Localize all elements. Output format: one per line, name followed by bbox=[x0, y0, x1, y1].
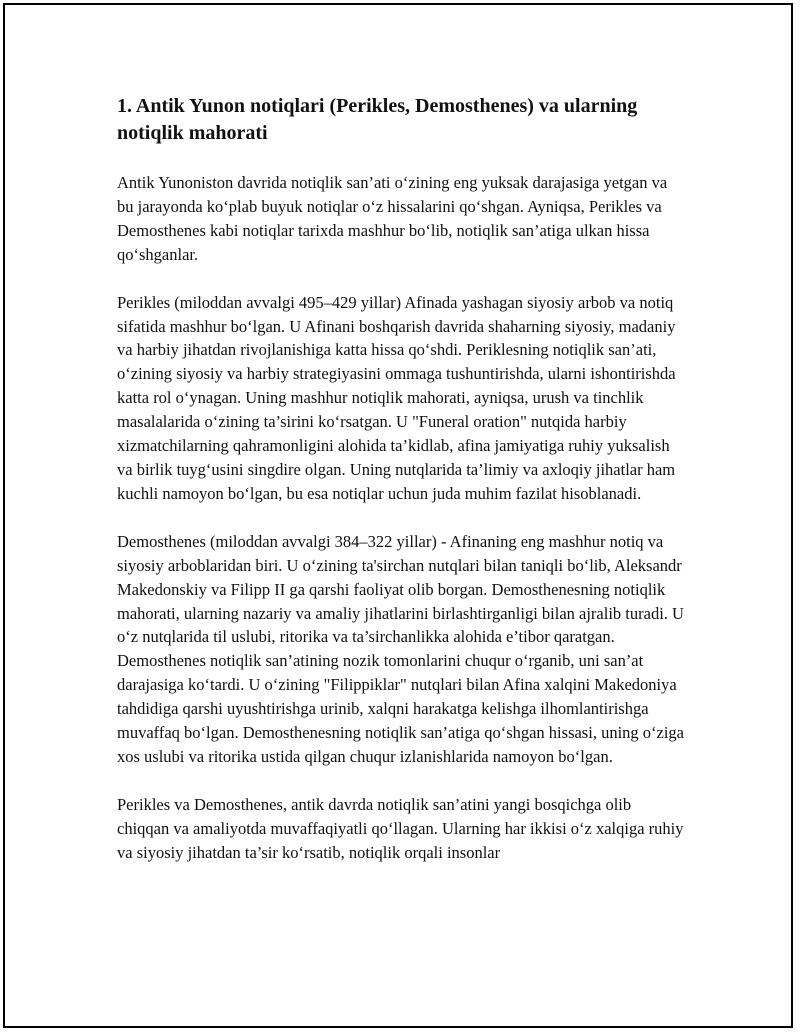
document-body bbox=[117, 93, 687, 889]
paragraph-conclusion: Perikles va Demosthenes, antik davrda notiqlik san’atini yangi bosqichga olib chiqqan va amaliyotda muvaffaqiyatli qo‘llagan. Ularning har ikkisi o‘z xalqiga ruhiy va siyosiy jihatdan ta’sir ko‘rsatib, notiqlik orqali insonlar bbox=[117, 794, 684, 862]
paragraph-demosthenes: Demosthenes (miloddan avvalgi 384–322 yillar) - Afinaning eng mashhur notiq va siyosiy arboblaridan biri. U o‘zining ta'sirchan nutqlari bilan taniqli bo‘lib, Aleksandr Makedonskiy va Filipp II ga qarshi faoliyat olib borgan. Demosthenesning notiqlik mahorati, ularning nazariy va amaliy jihatlarini birlashtirganligi bilan ajralib turadi. U o‘z nutqlarida til uslubi, ritorika va ta’sirchanlikka alohida e’tibor qaratgan. Demosthenes notiqlik san’atining nozik tomonlarini chuqur o‘rganib, uni san’at darajasiga ko‘tardi. U o‘zining "Filippiklar" nutqlari bilan Afina xalqini Makedoniya tahdidiga qarshi uyushtirishga urinib, xalqni harakatga kelishga ilhomlantirishga muvaffaq bo‘lgan. Demosthenesning notiqlik san’atiga qo‘shgan hissasi, uning o‘ziga xos uslubi va ritorika ustida qilgan chuqur izlanishlarida namoyon bo‘lgan. bbox=[117, 531, 685, 766]
paragraph-perikles: Perikles (miloddan avvalgi 495–429 yillar) Afinada yashagan siyosiy arbob va notiq sifatida mashhur bo‘lgan. U Afinani boshqarish davrida shaharning siyosiy, madaniy va harbiy jihatdan rivojlanishiga katta hissa qo‘shdi. Periklesning notiqlik san’ati, o‘zining siyosiy va harbiy strategiyasini ommaga tushuntirishda, ularni ishontirishda katta rol o‘ynagan. Uning mashhur notiqlik mahorati, ayniqsa, urush va tinchlik masalalarida o‘zining ta’sirini ko‘rsatgan. U "Funeral oration" nutqida harbiy xizmatchilarning qahramonligini alohida ta’kidlab, afina jamiyatiga ruhiy yuksalish va birlik tuyg‘usini singdire olgan. Uning nutqlarida ta’limiy va axloqiy jihatlar ham kuchli namoyon bo‘lgan, bu esa notiqlar uchun juda muhim fazilat hisoblanadi. bbox=[117, 292, 676, 503]
section-heading: 1. Antik Yunon notiqlari (Perikles, Demosthenes) va ularning notiqlik mahorati bbox=[117, 95, 638, 144]
paragraph-intro: Antik Yunoniston davrida notiqlik san’ati o‘zining eng yuksak darajasiga yetgan va bu jarayonda ko‘plab buyuk notiqlar o‘z hissalarini qo‘shgan. Ayniqsa, Perikles va Demosthenes kabi notiqlar tarixda mashhur bo‘lib, notiqlik san’atiga ulkan hissa qo‘shganlar. bbox=[117, 173, 668, 264]
